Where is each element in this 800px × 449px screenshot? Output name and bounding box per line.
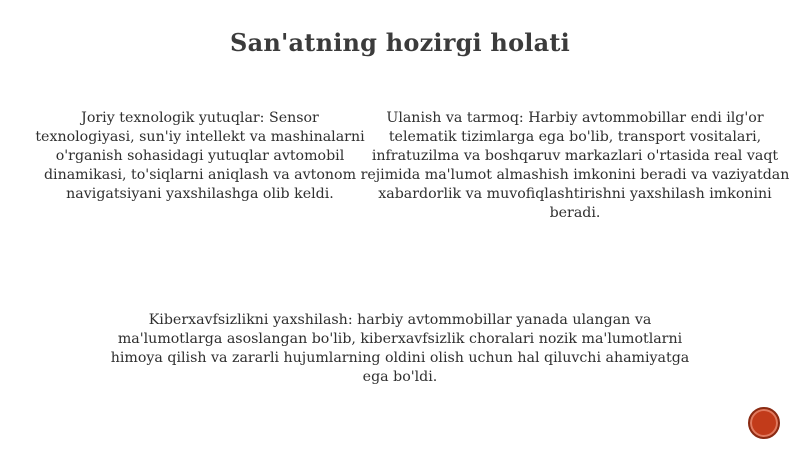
circle-button-icon[interactable] xyxy=(748,407,780,439)
text-block-cybersecurity: Kiberxavfsizlikni yaxshilash: harbiy avtommobillar yanada ulangan va ma'lumotlarga asoslangan bo'lib, kiberxavfsizlik choralari nozik ma'lumotlarni himoya qilish va zararli hujumlarning oldini olish uchun hal qiluvchi ahamiyatga ega bo'ldi. xyxy=(110,312,690,385)
text-block-technology: Joriy texnologik yutuqlar: Sensor texnologiyasi, sun'iy intellekt va mashinalarni o'rganish sohasidagi yutuqlar avtomobil dinamikasi, to'siqlarni aniqlash va avtonom navigatsiyani yaxshilashga olib keldi. xyxy=(35,110,365,202)
slide-title: San'atning hozirgi holati xyxy=(230,28,570,57)
text-block-connectivity: Ulanish va tarmoq: Harbiy avtommobillar endi ilg'or telematik tizimlarga ega bo'lib, transport vositalari, infratuzilma va boshqaruv markazlari o'rtasida real vaqt rejimida ma'lumot almashish imkonini beradi va vaziyatdan xabardorlik va muvofiqlashtirishni yaxshilash imkonini beradi. xyxy=(360,110,790,221)
